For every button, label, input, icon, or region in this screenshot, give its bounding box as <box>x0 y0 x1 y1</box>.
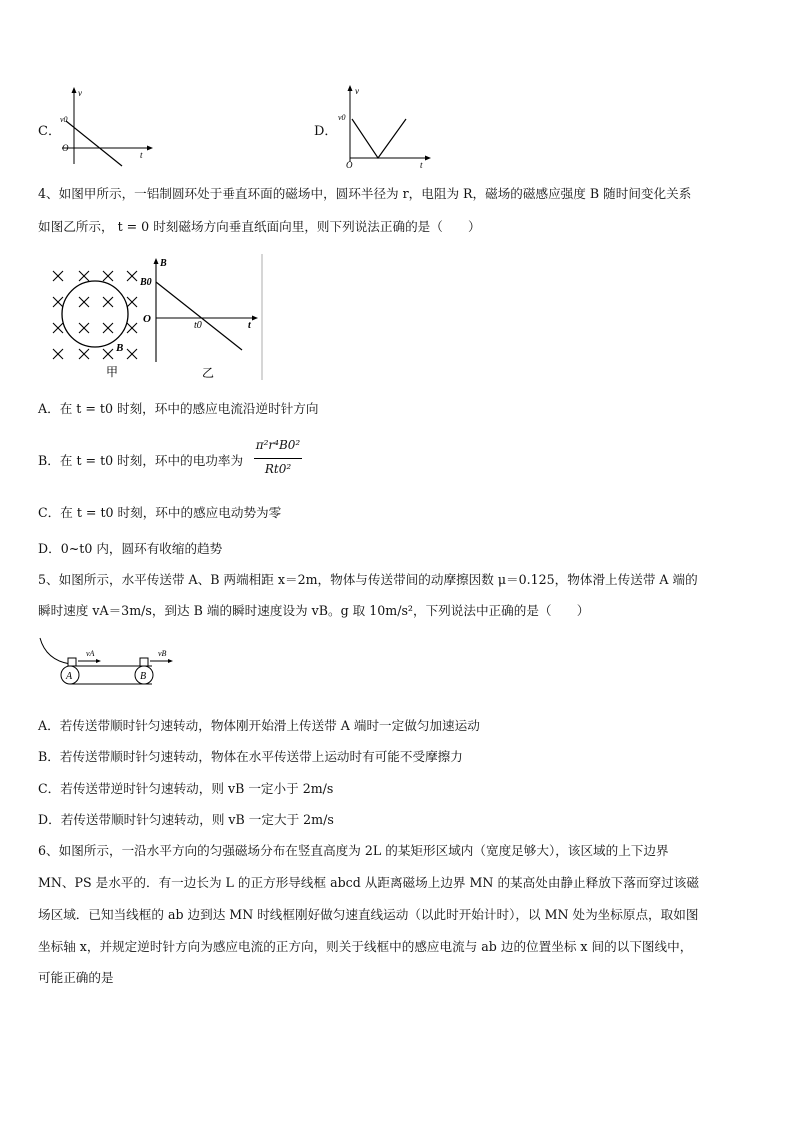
velocity-graph-d <box>336 82 436 168</box>
yi-b-axis-label: B <box>160 258 167 269</box>
q6-stem-line2: MN、PS 是水平的．有一边长为 L 的正方形导线框 abcd 从距离磁场上边界 MN 的某高处由静止释放下落而穿过该磁 <box>38 875 699 890</box>
q4-option-b[interactable]: B．在 t = t0 时刻，环中的电功率为 <box>38 453 244 468</box>
q6-stem-line3: 场区域．已知当线框的 ab 边到达 MN 时线框刚好做匀速直线运动（以此时开始计时），以 MN 处为坐标原点，取如图 <box>38 907 699 922</box>
velocity-graph-c <box>56 84 156 168</box>
q4-stem-line2: 如图乙所示， t = 0 时刻磁场方向垂直纸面向里，则下列说法正确的是（ ） <box>38 219 481 234</box>
pulley-a-label: A <box>66 671 73 682</box>
yi-origin: O <box>143 313 151 325</box>
field-cross-marks <box>53 271 137 359</box>
graph-d-origin: O <box>346 160 353 168</box>
q4-option-c[interactable]: C．在 t = t0 时刻，环中的感应电动势为零 <box>38 505 282 520</box>
figure-jia-caption: 甲 <box>106 365 119 379</box>
q4-option-b-numerator: π²r⁴B0² <box>255 438 301 452</box>
q4-option-d[interactable]: D．0~t0 内，圆环有收缩的趋势 <box>38 541 223 556</box>
block-a <box>68 658 76 666</box>
yi-t-axis-label: t <box>248 320 251 331</box>
ring-b-label: B <box>116 342 124 354</box>
conveyor-belt-figure <box>36 634 196 690</box>
q5-option-d[interactable]: D．若传送带顺时针匀速转动，则 vB 一定大于 2m/s <box>38 812 334 827</box>
option-c-label: C． <box>38 124 61 139</box>
graph-c-t-label: t <box>140 150 143 160</box>
q5-stem-line1: 5、如图所示，水平传送带 A、B 两端相距 x＝2m，物体与传送带间的动摩擦因数 μ＝0.125，物体滑上传送带 A 端的 <box>38 572 698 587</box>
aluminum-ring <box>62 281 128 347</box>
va-label: vA <box>86 649 95 658</box>
q5-option-c[interactable]: C．若传送带逆时针匀速转动，则 vB 一定小于 2m/s <box>38 781 334 796</box>
yi-b0-label: B0 <box>140 277 152 288</box>
graph-d-v0-label: v0 <box>338 113 346 122</box>
figure-yi-caption: 乙 <box>202 366 215 380</box>
pulley-b-label: B <box>140 671 147 682</box>
graph-c-origin: O <box>62 143 69 153</box>
q5-stem-line2: 瞬时速度 vA＝3m/s，到达 B 端的瞬时速度设为 vB。g 取 10m/s²，下列说法中正确的是（ ） <box>38 603 590 618</box>
q6-stem-line4: 坐标轴 x，并规定逆时针方向为感应电流的正方向，则关于线框中的感应电流与 ab 边的位置坐标 x 间的以下图线中， <box>38 939 693 954</box>
block-b <box>140 658 148 666</box>
graph-c-v0-label: v0 <box>60 115 68 124</box>
option-d-label: D． <box>314 124 338 139</box>
q5-option-a[interactable]: A．若传送带顺时针匀速转动，物体刚开始滑上传送带 A 端时一定做匀加速运动 <box>38 718 480 733</box>
figure-yi-b-t-graph <box>140 252 270 382</box>
q4-stem-line1: 4、如图甲所示，一铝制圆环处于垂直环面的磁场中，圆环半径为 r，电阻为 R，磁场的磁感应强度 B 随时间变化关系 <box>38 186 692 201</box>
graph-d-v-label: v <box>355 86 359 96</box>
q4-option-b-denominator: Rt0² <box>264 462 292 476</box>
graph-d-t-label: t <box>420 160 423 168</box>
q6-stem-line5: 可能正确的是 <box>38 970 114 985</box>
q6-stem-line1: 6、如图所示，一沿水平方向的匀强磁场分布在竖直高度为 2L 的某矩形区域内（宽度足够大），该区域的上下边界 <box>38 843 669 858</box>
yi-t0-label: t0 <box>194 320 202 331</box>
q5-option-b[interactable]: B．若传送带顺时针匀速转动，物体在水平传送带上运动时有可能不受摩擦力 <box>38 749 463 764</box>
q4-option-a[interactable]: A．在 t = t0 时刻，环中的感应电流沿逆时针方向 <box>38 401 319 416</box>
graph-c-v-label: v <box>78 88 82 98</box>
q4-option-b-fraction-bar <box>254 458 302 459</box>
vb-label: vB <box>158 649 167 658</box>
slide-track <box>40 638 70 664</box>
